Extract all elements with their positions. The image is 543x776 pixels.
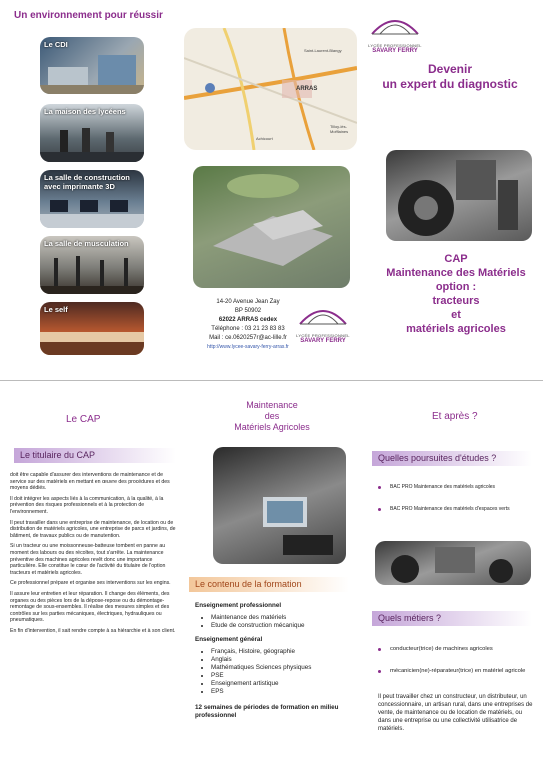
logo-text-top: LYCÉE PROFESSIONNEL: [368, 43, 422, 48]
contenu-list: [195, 596, 345, 724]
photo-label: Le self: [44, 305, 68, 314]
photo-salle-construction: [40, 170, 144, 228]
ens-gen-title: Enseignement général: [195, 636, 263, 643]
school-logo-top: [368, 8, 422, 54]
col3-title: Et après ?: [432, 411, 478, 422]
map-label-saint-laurent: Saint-Laurent-Blangy: [304, 48, 342, 53]
location-map: [184, 28, 357, 150]
ens-gen-item: • PSE: [211, 672, 345, 680]
metiers-text: Il peut travailler chez un constructeur, un distributeur, un concessionnaire, un artisan rural, dans une entreprises de vente, de maintenance ou de location de matériels, ou dans une entreprise ou une collectivité utilisatrice de matériels.: [378, 694, 533, 732]
ens-pro-item: • Maintenance des matériels: [211, 614, 345, 622]
titulaire-para: Il assure leur entretien et leur réparation. Il change des éléments, des organes ou des pièces lors de la dépose-repose ou du démontage-remontage de sous-ensembles. Il réalise des mesures simples et des contrôles sur les parties mécaniques, électriques, hydrauliques ou pneumatiques.: [10, 590, 170, 624]
ens-gen-item: • Mathématiques Sciences physiques: [211, 664, 345, 672]
poursuite-item: BAC PRO Maintenance des matériels agricoles: [376, 484, 536, 492]
tagline-line: Devenir: [427, 62, 473, 76]
address-street: 14-20 Avenue Jean Zay: [216, 299, 280, 305]
cap-title-line: Maintenance des Matériels: [386, 267, 526, 279]
address-phone: Téléphone : 03 21 23 83 83: [211, 326, 285, 332]
photo-label: La salle de musculation: [44, 239, 129, 248]
map-label-tilloy: Tilloy-lès-Mofflaines: [330, 124, 349, 134]
cap-title-line: tracteurs: [432, 295, 480, 307]
metier-item: conducteur(trice) de machines agricoles: [376, 646, 536, 654]
col2-title-line: des: [264, 411, 280, 421]
school-logo-bottom: [296, 298, 350, 344]
machinery-photo: [375, 541, 531, 585]
col1-title: Le CAP: [66, 414, 101, 425]
tagline: [375, 62, 525, 92]
cap-title-line: CAP: [444, 253, 468, 265]
metiers-bar: Quels métiers ?: [372, 611, 532, 626]
poursuite-item: BAC PRO Maintenance des matériels d'espaces verts: [376, 506, 536, 514]
contenu-bar: Le contenu de la formation: [189, 577, 349, 592]
cap-title: [370, 252, 542, 336]
titulaire-para: Si un tracteur ou une moissonneuse-batteuse tombent en panne au moment des labours ou des récoltes, tout s'arrête. La maintenance préventive des machines agricoles revêt donc une importance particulière. Elle constitue le cœur de l'activité du titulaire de l'option tracteurs et matériels agricoles.: [10, 543, 166, 576]
ens-gen-item: • EPS: [211, 688, 345, 696]
tagline-line: un expert du diagnostic: [382, 77, 518, 91]
col2-title-line: Matériels Agricoles: [234, 422, 310, 432]
photo-cdi: [40, 37, 144, 94]
tractor-photo: [386, 150, 532, 241]
address-block: [193, 298, 303, 352]
environment-heading: Un environnement pour réussir: [14, 10, 163, 21]
photo-label: Le CDI: [44, 40, 68, 49]
cap-title-line: matériels agricoles: [406, 323, 506, 335]
ens-pro-item: • Etude de construction mécanique: [211, 622, 345, 630]
ens-gen-item: • Enseignement artistique: [211, 680, 345, 688]
page-divider: [0, 380, 543, 381]
photo-self: [40, 302, 144, 355]
ens-gen-item: • Français, Histoire, géographie: [211, 648, 345, 656]
logo-name: SAVARY FERRY: [300, 338, 346, 344]
address-mail[interactable]: Mail : ce.0620257r@ac-lille.fr: [209, 335, 287, 341]
titulaire-para: doit être capable d'assurer des interventions de maintenance et de service sur des matériels en mettant en œuvre des procédures et des moyens dédiés.: [10, 472, 170, 492]
photo-label: La salle de construction avec imprimante 3D: [44, 173, 130, 191]
address-website[interactable]: http://www.lycee-savary-ferry-arras.fr: [207, 344, 289, 350]
photo-label: La maison des lycéens: [44, 107, 126, 116]
metiers-list: [376, 646, 536, 689]
col2-title: [222, 400, 322, 433]
stage-text: 12 semaines de périodes de formation en milieu professionnel: [195, 704, 339, 719]
cap-title-line: option :: [435, 281, 477, 293]
titulaire-para: Il doit intégrer les aspects liés à la communication, à la qualité, à la prévention des risques professionnels et à la protection de l'environnement.: [10, 495, 164, 515]
logo-name: SAVARY FERRY: [372, 48, 418, 54]
titulaire-para: Il peut travailler dans une entreprise de maintenance, de location ou de distribution de matériels agricoles, une entreprise de parcs et jardins, de bâtiment, de travaux publics ou de manutention.: [10, 519, 176, 539]
ens-pro-title: Enseignement professionnel: [195, 602, 282, 609]
workshop-photo: [213, 447, 346, 564]
photo-salle-musculation: [40, 236, 144, 294]
aerial-photo: [193, 166, 350, 288]
photo-maison-lyceens: [40, 104, 144, 162]
cap-title-line: et: [451, 309, 461, 321]
logo-text-top: LYCÉE PROFESSIONNEL: [296, 333, 350, 338]
titulaire-para: Ce professionnel prépare et organise ses interventions sur les engins.: [10, 580, 171, 587]
col2-title-line: Maintenance: [246, 400, 298, 410]
poursuites-bar: Quelles poursuites d'études ?: [372, 451, 532, 466]
titulaire-text: [10, 472, 176, 638]
poursuites-list: [376, 484, 536, 527]
address-bp: BP 50902: [234, 308, 262, 314]
titulaire-para: En fin d'intervention, il sait rendre compte à sa hiérarchie et à son client.: [10, 627, 176, 634]
metier-item: mécanicien(ne)-réparateur(trice) en matériel agricole: [376, 668, 536, 676]
ens-gen-item: • Anglais: [211, 656, 345, 664]
titulaire-bar: Le titulaire du CAP: [14, 448, 176, 463]
map-label-arras: ARRAS: [296, 86, 318, 92]
map-label-achicourt: Achicourt: [256, 136, 273, 141]
address-city: 62022 ARRAS cedex: [218, 317, 278, 323]
